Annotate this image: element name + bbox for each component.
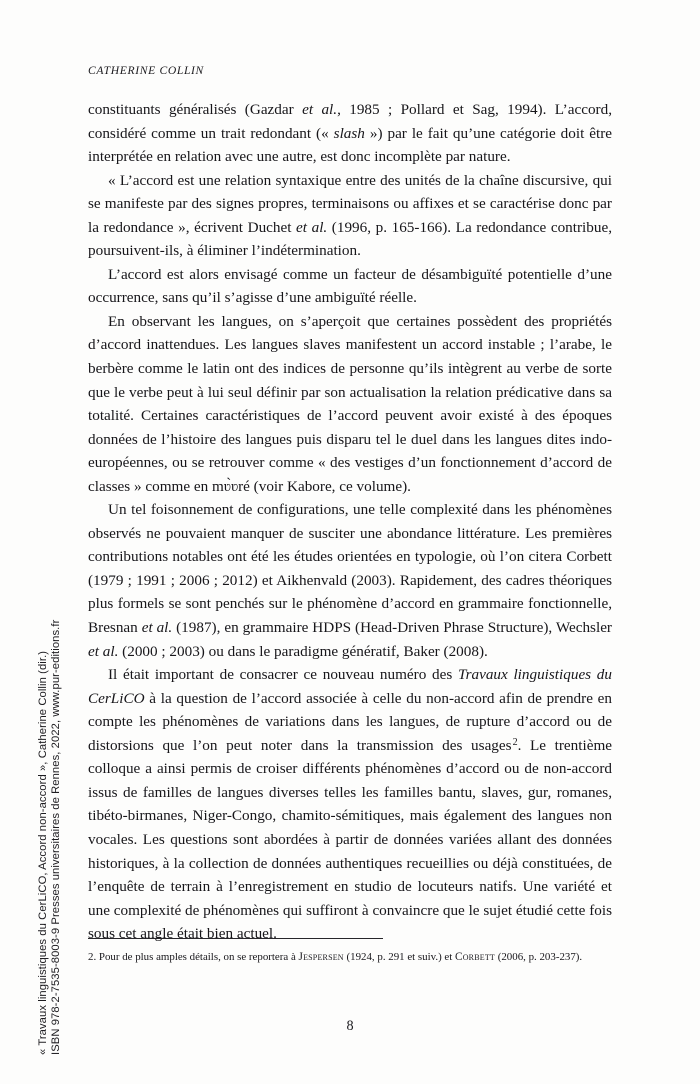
italic-journal-title: Travaux linguistiques du CerLiCO bbox=[88, 666, 612, 707]
text-run: à la question de l’accord associée à celle du non-accord afin de prendre en compte les phénomènes de variations dans les langues, de rupture d’accord ou de distorsions que l’on peut noter dans la transmission des usages bbox=[88, 689, 612, 754]
smallcaps-author-jespersen: Jespersen bbox=[298, 951, 344, 963]
paragraph-3: L’accord est alors envisagé comme un facteur de désambiguïté potentielle d’une occurrence, sans qu’il s’agisse d’une ambiguïté réelle. bbox=[88, 265, 612, 307]
italic-run: et al. bbox=[88, 642, 119, 660]
text-run: ») par le fait qu’une catégorie doit être interprétée en relation avec une autre, est donc incomplète par nature. bbox=[88, 124, 613, 166]
text-run: (2006, p. 203-237). bbox=[495, 951, 583, 963]
spine-title-line: « Travaux linguistiques du CerLiCO, Accord non-accord », Catherine Collin (dir.) bbox=[37, 650, 49, 1055]
paragraph-6 bbox=[88, 663, 612, 946]
text-run: (1987), en grammaire HDPS (Head-Driven Phrase Structure), Wechsler bbox=[172, 619, 612, 637]
footnote-separator-rule bbox=[88, 938, 383, 939]
italic-run: et al. bbox=[141, 619, 173, 637]
footnote-item bbox=[88, 949, 612, 965]
text-run: , 1985 ; Pollard et Sag, 1994). L’accord, considéré comme un trait redondant (« bbox=[88, 101, 612, 142]
paragraph-5 bbox=[88, 498, 612, 663]
text-run: Pour de plus amples détails, on se reportera à bbox=[96, 951, 299, 963]
spine-isbn-line: ISBN 978-2-7535-8003-9 Presses universitaires de Rennes, 2022, www.pur-editions.fr bbox=[50, 619, 62, 1055]
text-run: « L’accord est une relation syntaxique entre des unités de la chaîne discursive, qui se manifeste par des signes propres, terminaisons ou affixes et se caractérise donc par la redondance », écrivent Duchet bbox=[88, 171, 612, 236]
italic-run: et al. bbox=[302, 101, 338, 118]
page-number: 8 bbox=[346, 1018, 354, 1034]
paragraph-1 bbox=[88, 98, 612, 169]
text-run: (1996, p. 165-166). La redondance contribue, poursuivent-ils, à éliminer l’indétermination. bbox=[88, 218, 612, 260]
footnote-reference-2[interactable]: 2 bbox=[512, 737, 518, 749]
spine-imprint bbox=[0, 0, 70, 1084]
text-run: Il était important de consacrer ce nouveau numéro des bbox=[108, 666, 458, 684]
footnote-area bbox=[88, 938, 612, 965]
body-column bbox=[88, 98, 612, 946]
smallcaps-author-corbett: Corbett bbox=[455, 951, 496, 963]
running-head: CATHERINE COLLIN bbox=[88, 64, 204, 77]
footnote-number: 2. bbox=[88, 951, 97, 963]
paragraph-2 bbox=[88, 169, 612, 263]
text-run: (1924, p. 291 et suiv.) et bbox=[343, 951, 456, 963]
text-run: . Le trentième colloque a ainsi permis de croiser différents phénomènes d’accord ou de non-accord issus de familles de langues diverses telles les familles bantu, slaves, gur, romanes, tibéto-birmanes, Niger-Congo, chamito-sémitiques, mais également des langues non vocales. Les questions sont abordées à partir de données variées allant des données historiques, à la collection de données authentiques recueillies ou déjà constituées, de l’enquête de terrain à l’enregistrement en studio de locuteurs natifs. Une variété et une complexité de phénomènes qui suffiront à convaincre que le sujet étudié cette fois sous cet angle était bien actuel. bbox=[88, 736, 612, 943]
text-run: Un tel foisonnement de configurations, une telle complexité dans les phénomènes observés ne pouvaient manquer de susciter une abondance littérature. Les premières contributions notables ont été les études orientées en typologie, où l’on citera Corbett (1979 ; 1991 ; 2006 ; 2012) et Aikhenvald (2003). Rapidement, des cadres théoriques plus formels se sont penchés sur le phénomène d’accord en grammaire fonctionnelle, Bresnan bbox=[88, 501, 612, 637]
text-run: constituants généralisés (Gazdar bbox=[88, 101, 303, 118]
paragraph-4: En observant les langues, on s’aperçoit que certaines possèdent des propriétés d’accord inattendues. Les langues slaves manifestent un accord instable ; l’arabe, le berbère comme le latin ont des indices de personne qu’ils intègrent au verbe de sorte que le verbe peut à lui seul définir par son actualisation la relation prédicative dans sa totalité. Certaines caractéristiques de l’accord peuvent avoir existé à des époques données de l’histoire des langues puis disparu tel le duel dans les langues dites indo-européennes, ou se retrouver comme « des vestiges d’un fonctionnement d’accord de classes » comme en mʋ̀ʋré (voir Kabore, ce volume). bbox=[88, 312, 612, 495]
text-run: (2000 ; 2003) ou dans le paradigme génératif, Baker (2008). bbox=[118, 642, 488, 660]
italic-run: et al. bbox=[296, 218, 328, 236]
italic-run: slash bbox=[333, 124, 365, 142]
